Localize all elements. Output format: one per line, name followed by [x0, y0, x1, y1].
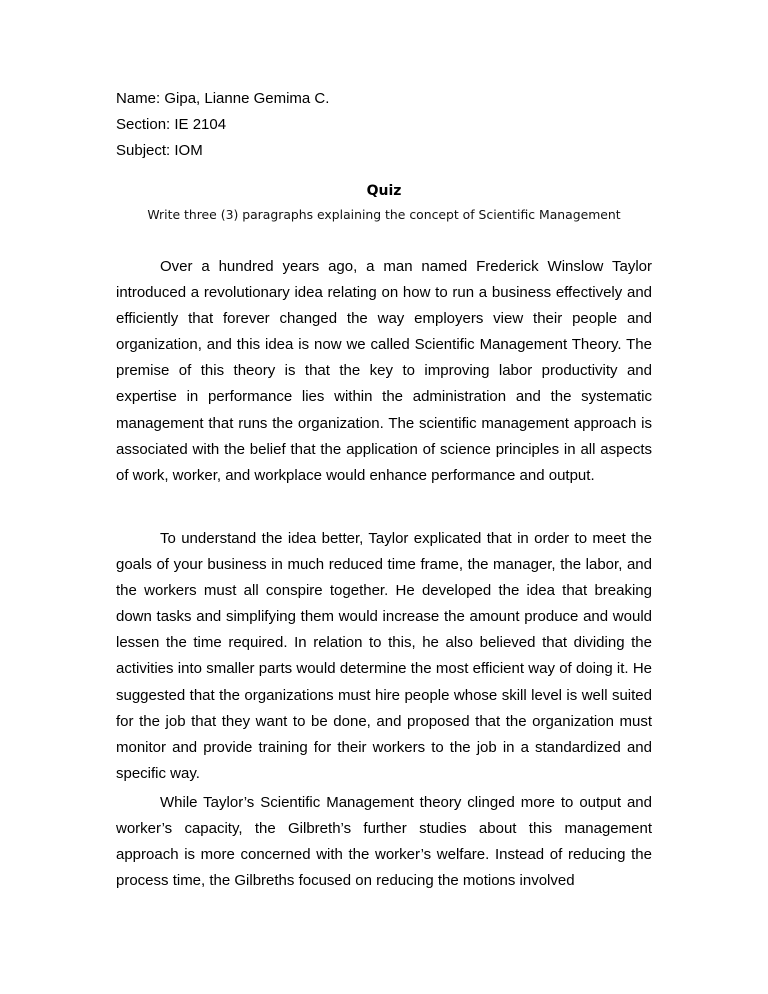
student-info [116, 86, 329, 164]
paragraph-2: To understand the idea better, Taylor explicated that in order to meet the goals of your business in much reduced time frame, the manager, the labor, and the workers must all conspire together. He developed the idea that breaking down tasks and simplifying them would increase the amount produce and would lessen the time required. In relation to this, he also believed that dividing the activities into smaller parts would determine the most efficient way of doing it. He suggested that the organizations must hire people whose skill level is well suited for the job that they want to be done, and proposed that the organization must monitor and provide training for their workers to the job in a standardized and specific way. [116, 530, 652, 782]
paragraph-3: While Taylor’s Scientific Management theory clinged more to output and worker’s capacity, the Gilbreth’s further studies about this management approach is more concerned with the worker’s welfare. Instead of reducing the process time, the Gilbreths focused on reducing the motions involved [116, 794, 652, 890]
document-title: Quiz [366, 183, 402, 199]
paragraph-1: Over a hundred years ago, a man named Frederick Winslow Taylor introduced a revolutionary idea relating on how to run a business effectively and efficiently that forever changed the way employers view their people and organization, and this idea is now we called Scientific Management Theory. The premise of this theory is that the key to improving labor productivity and expertise in performance lies within the administration and the systematic management that runs the organization. The scientific management approach is associated with the belief that the application of science principles in all aspects of work, worker, and workplace would enhance performance and output. [116, 258, 652, 484]
quiz-instruction: Write three (3) paragraphs explaining the concept of Scientific Management [147, 207, 621, 222]
student-section: Section: IE 2104 [116, 116, 227, 133]
student-subject: Subject: IOM [116, 142, 203, 159]
student-name: Name: Gipa, Lianne Gemima C. [116, 90, 330, 107]
